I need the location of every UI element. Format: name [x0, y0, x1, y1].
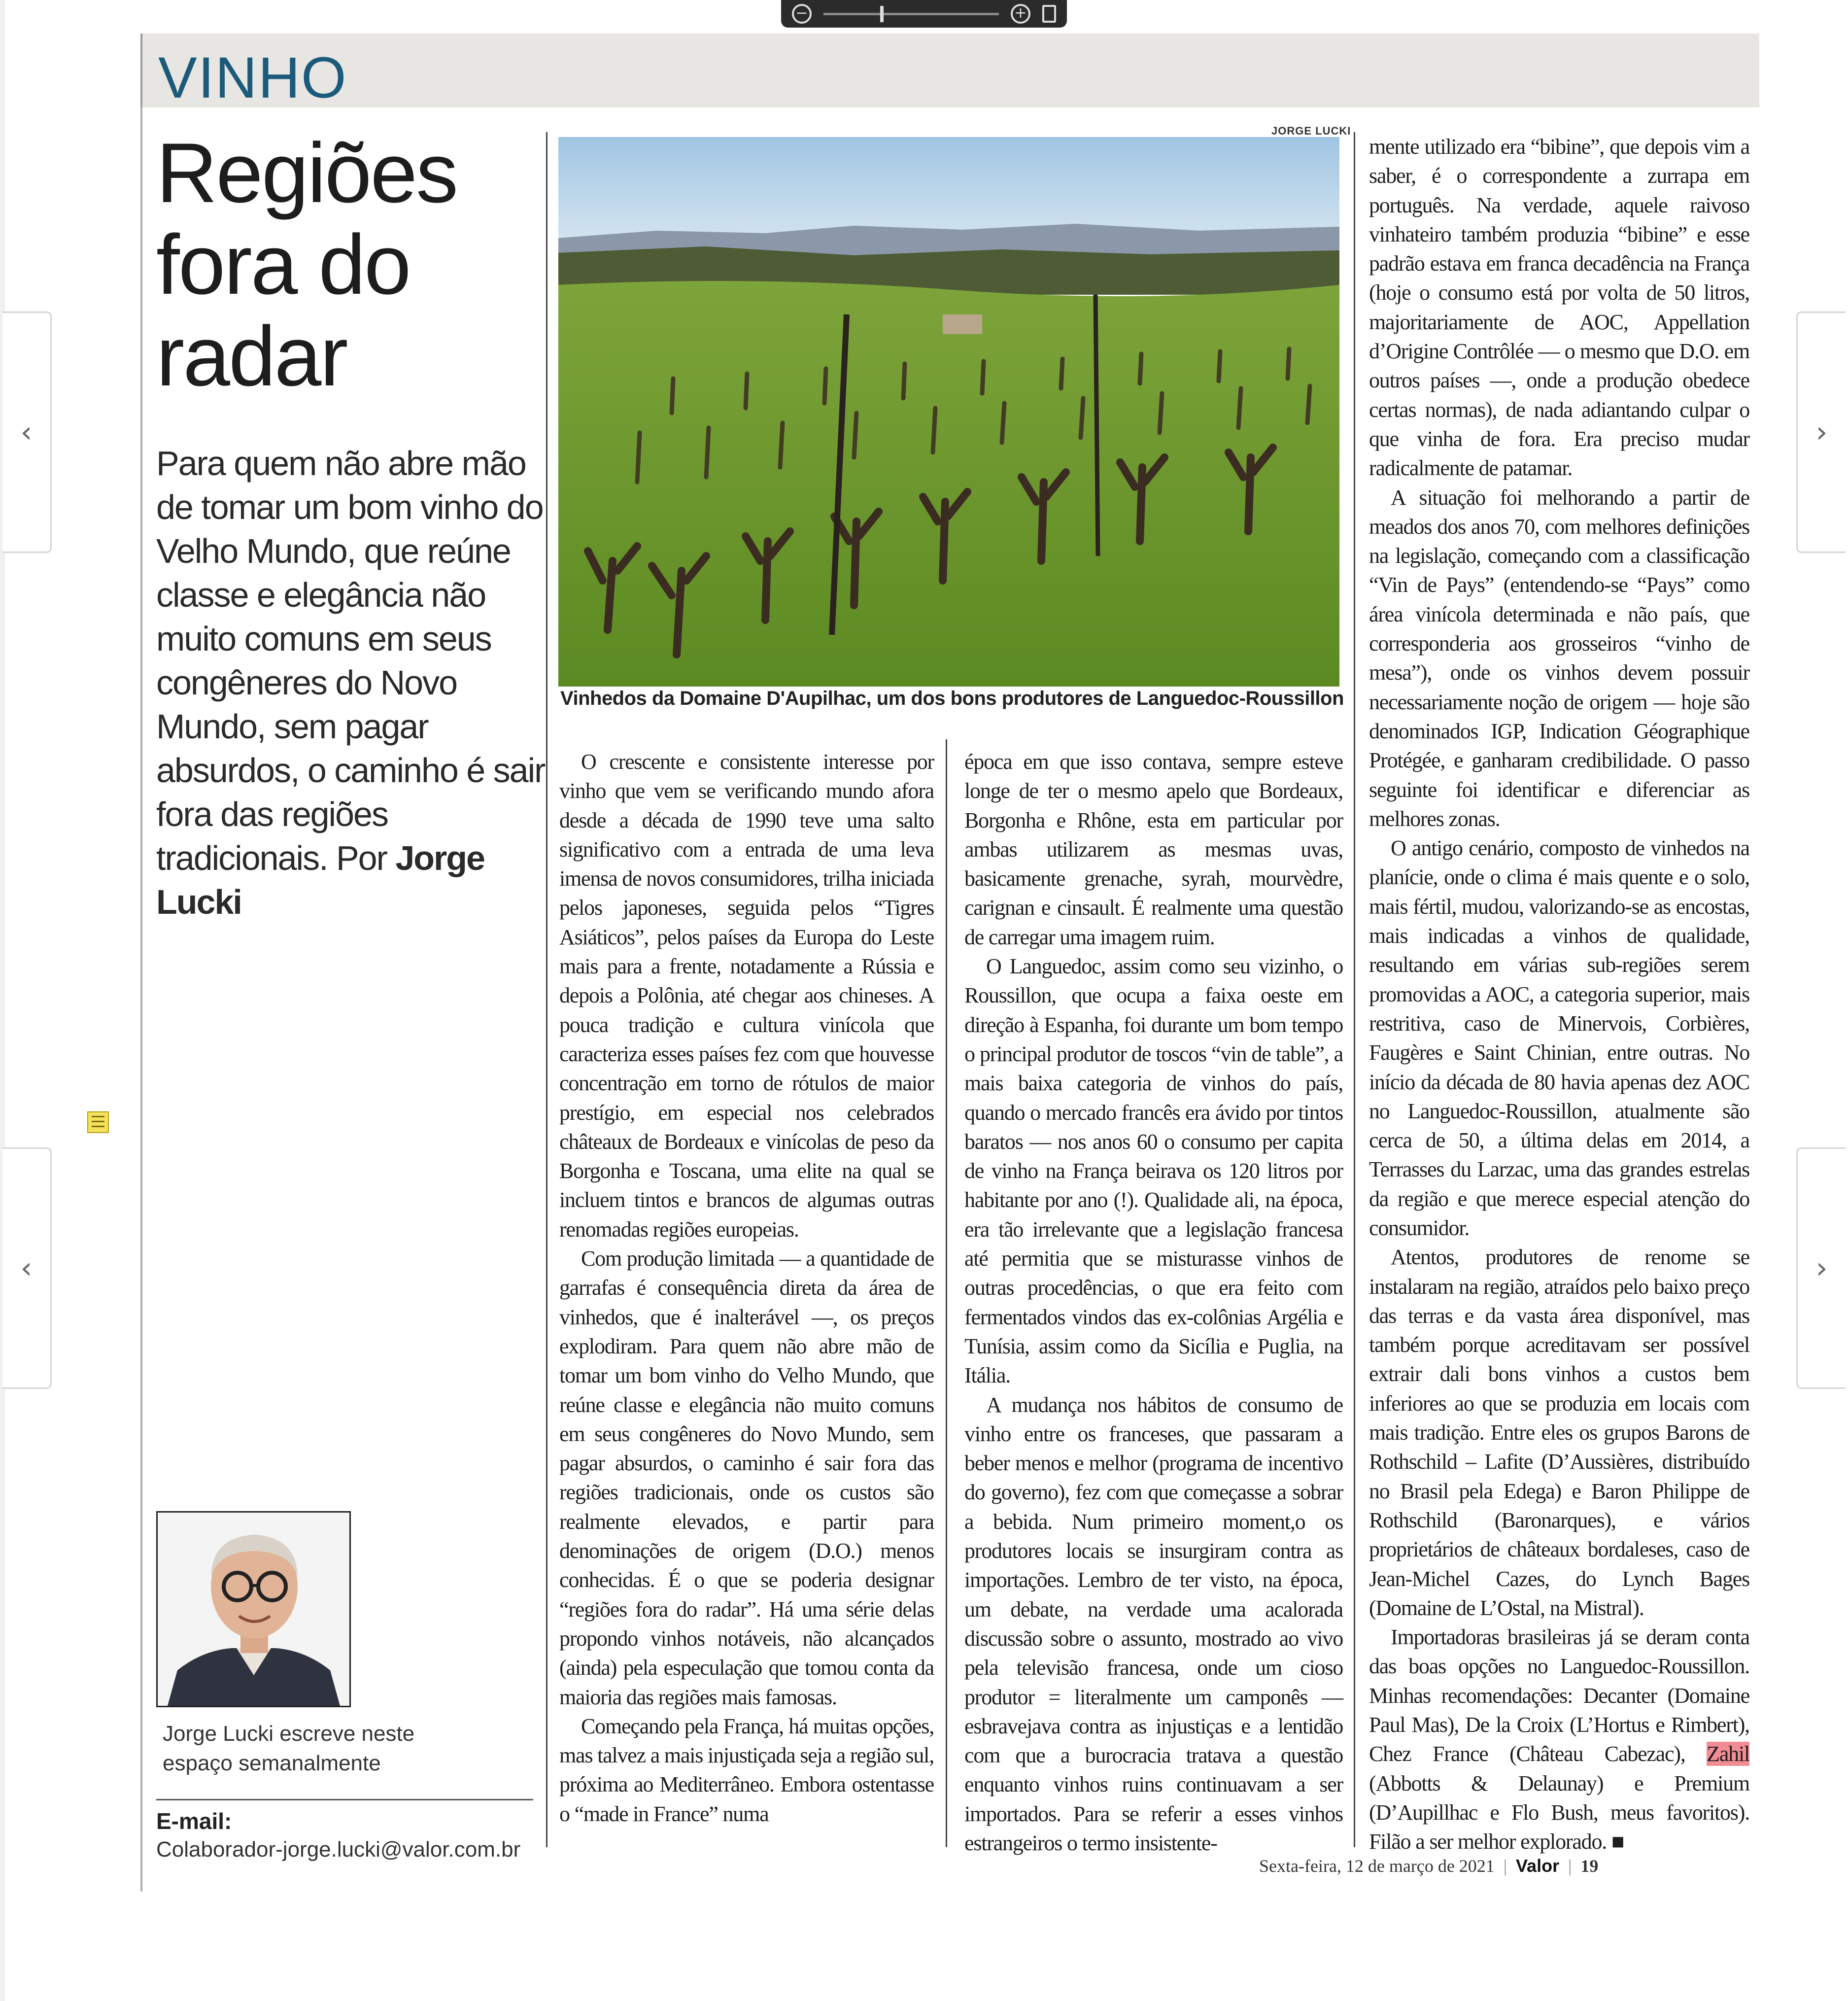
paragraph: A situação foi melhorando a partir de meados dos anos 70, com melhores definições na legislação, começando com a classificação “Vin de Pays” (entendendo-se “Pays” como área vinícola determinada e não país, que corresponderia aos grosseiros “vinho de mesa”), onde os vinhos devem possuir necessariamente noção de origem — hoje são denominados IGP, Indication Géographique Protégée, e ganharam credibilidade. O passo seguinte foi identificar e diferenciar as melhores zonas. [1369, 485, 1749, 831]
photo-caption: Vinhedos da Domaine D'Aupilhac, um dos bons produtores de Languedoc-Roussillon [560, 688, 1344, 709]
page-edge [0, 0, 5, 2001]
headline-line: fora do [156, 217, 410, 312]
zoom-toolbar [781, 0, 1067, 28]
paragraph-text: (Abbotts & Delaunay) e Premium (D’Aupillhac e Flo Bush, meus favoritos). Filão a ser melhor explorado. ■ [1369, 1771, 1749, 1854]
chevron-left-icon: ‹ [20, 1251, 33, 1285]
page-left-rule [140, 107, 142, 1892]
page-footer [1259, 1856, 1598, 1876]
byline: Jorge Lucki [156, 839, 484, 921]
paragraph: Atentos, produtores de renome se instalaram na região, atraídos pelo baixo preço das terras e da vasta área disponível, mas também porque acreditavam ser possível extrair dali bons vinhos a custos bem inferiores ao que se produzia em locais com mais tradição. Entre eles os grupos Barons de Rothschild – Lafite (D’Aussières, distribuído no Brasil pela Edega) e Baron Philippe de Rothschild (Baronarques), e vários proprietários de châteaux bordaleses, caso de Jean-Michel Cazes, do Lynch Bages (Domaine de L’Ostal, na Mistral). [1369, 1245, 1749, 1620]
zoom-out-icon[interactable]: − [792, 4, 812, 24]
column-rule [546, 132, 548, 1847]
article-column-3 [1369, 132, 1749, 1857]
paragraph: O antigo cenário, composto de vinhedos na planície, onde o clima é mais quente e o solo, mais fértil, mudou, valorizando-se as encostas, mais indicadas a vinhos de qualidade, resultando em várias sub-regiões serem promovidas a AOC, a categoria superior, mais restritiva, caso de Minervois, Corbières, Faugères e Saint Chinian, entre outras. No início da década de 80 havia apenas dez AOC no Languedoc-Roussillon, atualmente são cerca de 50, a última delas em 2014, a Terrasses du Larzac, uma das grandes estrelas da região e que merece especial atenção do consumidor. [1369, 836, 1749, 1240]
author-caption: Jorge Lucki escreve neste espaço semanalmente [163, 1722, 415, 1775]
footer-separator: | [1568, 1856, 1572, 1876]
headline-line: radar [156, 309, 347, 404]
email-label: E-mail: [156, 1808, 232, 1834]
chevron-left-icon: ‹ [20, 415, 33, 449]
paragraph: O Languedoc, assim como seu vizinho, o Roussillon, que ocupa a faixa oeste em direção à Espanha, foi durante um bom tempo o principal produtor de toscos “vin de table”, a mais baixa categoria de vinhos do país, quando o mercado francês era ávido por tintos baratos — nos anos 60 o consumo per capita de vinho na França beirava os 120 litros por habitante por ano (!). Qualidade ali, na época, era tão irrelevante que a legislação francesa até permitia que se misturasse vinhos de outras procedências, o que era feito com fermentados vindos das ex-colônias Argélia e Tunísia, assim como da Sicília e Puglia, na Itália. [964, 954, 1343, 1388]
highlighted-text: Zahil [1707, 1742, 1749, 1766]
prev-page-button[interactable] [2, 311, 52, 553]
author-photo [156, 1511, 351, 1707]
article-column-2 [964, 747, 1343, 1858]
paragraph: Começando pela França, há muitas opções, mas talvez a mais injustiçada seja a região sul, próxima ao Mediterrâneo. Embora ostentasse o “made in France” numa [559, 1714, 934, 1826]
footer-separator: | [1503, 1856, 1507, 1876]
photo-credit: JORGE LUCKI [1271, 125, 1351, 137]
column-rule [1354, 132, 1355, 1847]
zoom-in-icon[interactable]: + [1011, 4, 1030, 24]
divider [156, 1799, 533, 1800]
page-number: 19 [1580, 1856, 1599, 1876]
deck [156, 442, 550, 924]
vineyard-photo [558, 137, 1339, 687]
headline [156, 127, 550, 402]
next-page-button-lower[interactable] [1796, 1147, 1846, 1389]
section-header [140, 34, 1759, 110]
next-page-button[interactable] [1796, 311, 1846, 553]
footer-brand: Valor [1516, 1856, 1560, 1876]
article-column-1 [559, 747, 934, 1828]
paragraph-text: Importadoras brasileiras já se deram conta das boas opções no Languedoc-Roussillon. Minhas recomendações: Decanter (Domaine Paul Mas), De la Croix (L’Hortus e Rimbert), Chez France (Château Cabezac), [1369, 1625, 1749, 1766]
paragraph-final [1369, 1622, 1749, 1856]
paragraph: mente utilizado era “bibine”, que depois vim a saber, é o correspondente a zurrapa em português. Na verdade, aquele raivoso vinhateiro também produzia “bibine” e esse padrão estava em franca decadência na França (hoje o consumo está por volta de 50 litros, majoritariamente de AOC, Appellation d’Origine Contrôlée — o mesmo que D.O. em outros países —, onde a produção obedece certas normas), de nada adiantando culpar o que vinha de fora. Era preciso mudar radicalmente de patamar. [1369, 135, 1749, 481]
zoom-slider-thumb[interactable] [880, 6, 884, 22]
deck-text: Para quem não abre mão de tomar um bom vinho do Velho Mundo, que reúne classe e elegância não muito comuns em seus congêneres do Novo Mundo, sem pagar absurdos, o caminho é sair fora das regiões tradicionais. Por [156, 444, 545, 877]
section-title: VINHO [158, 45, 347, 110]
newspaper-page [140, 34, 1759, 1877]
footer-date: Sexta-feira, 12 de março de 2021 [1259, 1856, 1495, 1876]
column-rule [946, 739, 947, 1847]
paragraph: A mudança nos hábitos de consumo de vinho entre os franceses, que passaram a beber menos e melhor (programa de incentivo do governo), fez com que começasse a sobrar a bebida. Num primeiro moment,o os produtores locais se insurgiram contra as importações. Lembro de ter visto, na época, um debate, na verdade uma acalorada discussão sobre o assunto, mostrado ao vivo pela televisão francesa, onde um cioso produtor = literalmente um camponês — esbravejava contra as injustiças e a lentidão com que a burocracia tratava a questão enquanto vinhos ruins continuavam a ser importados. Para se referir a esses vinhos estrangeiros o termo insistente- [964, 1392, 1343, 1855]
sticky-note-icon[interactable] [87, 1111, 109, 1133]
page-icon[interactable] [1042, 5, 1056, 23]
email-link[interactable]: Colaborador-jorge.lucki@valor.com.br [156, 1837, 521, 1862]
prev-page-button-lower[interactable] [2, 1147, 52, 1389]
zoom-slider[interactable] [823, 13, 999, 15]
chevron-right-icon: › [1815, 415, 1828, 449]
paragraph: O crescente e consistente interesse por vinho que vem se verificando mundo afora desde a década de 1990 teve uma salto significativo com a entrada de uma leva imensa de novos consumidores, trilha iniciada pelos japoneses, seguida pelos “Tigres Asiáticos”, pelos países da Europa do Leste mais para a frente, notadamente a Rússia e depois a Polônia, até chegar aos chineses. A pouca tradição e cultura vinícola que caracteriza esses países fez com que houvesse concentração em torno de rótulos de maior prestígio, em especial nos celebrados châteaux de Bordeaux e vinícolas de peso da Borgonha e Toscana, uma elite na qual se incluem tintos e brancos de algumas outras renomadas regiões europeias. [559, 750, 934, 1242]
paragraph: época em que isso contava, sempre esteve longe de ter o mesmo apelo que Bordeaux, Borgonha e Rhône, esta em particular por ambas utilizarem as mesmas uvas, basicamente grenache, syrah, mourvèdre, carignan e cinsault. É realmente uma questão de carregar uma imagem ruim. [964, 750, 1343, 949]
headline-line: Regiões [156, 126, 457, 220]
chevron-right-icon: › [1815, 1251, 1828, 1285]
paragraph: Com produção limitada — a quantidade de garrafas é consequência direta da área de vinhedos, que é inalterável —, os preços explodiram. Para quem não abre mão de tomar um bom vinho do Velho Mundo, que reúne classe e elegância não muito comuns em seus congêneres do Novo Mundo, sem pagar absurdos, o caminho é sair fora das regiões tradicionais, onde os custos são realmente elevados, e partir para denominações de origem (D.O.) menos conhecidas. É o que se poderia designar “regiões fora do radar”. Há uma série delas propondo vinhos notáveis, não alcançados (ainda) pela especulação que tomou conta da maioria das regiões mais famosas. [559, 1246, 934, 1709]
